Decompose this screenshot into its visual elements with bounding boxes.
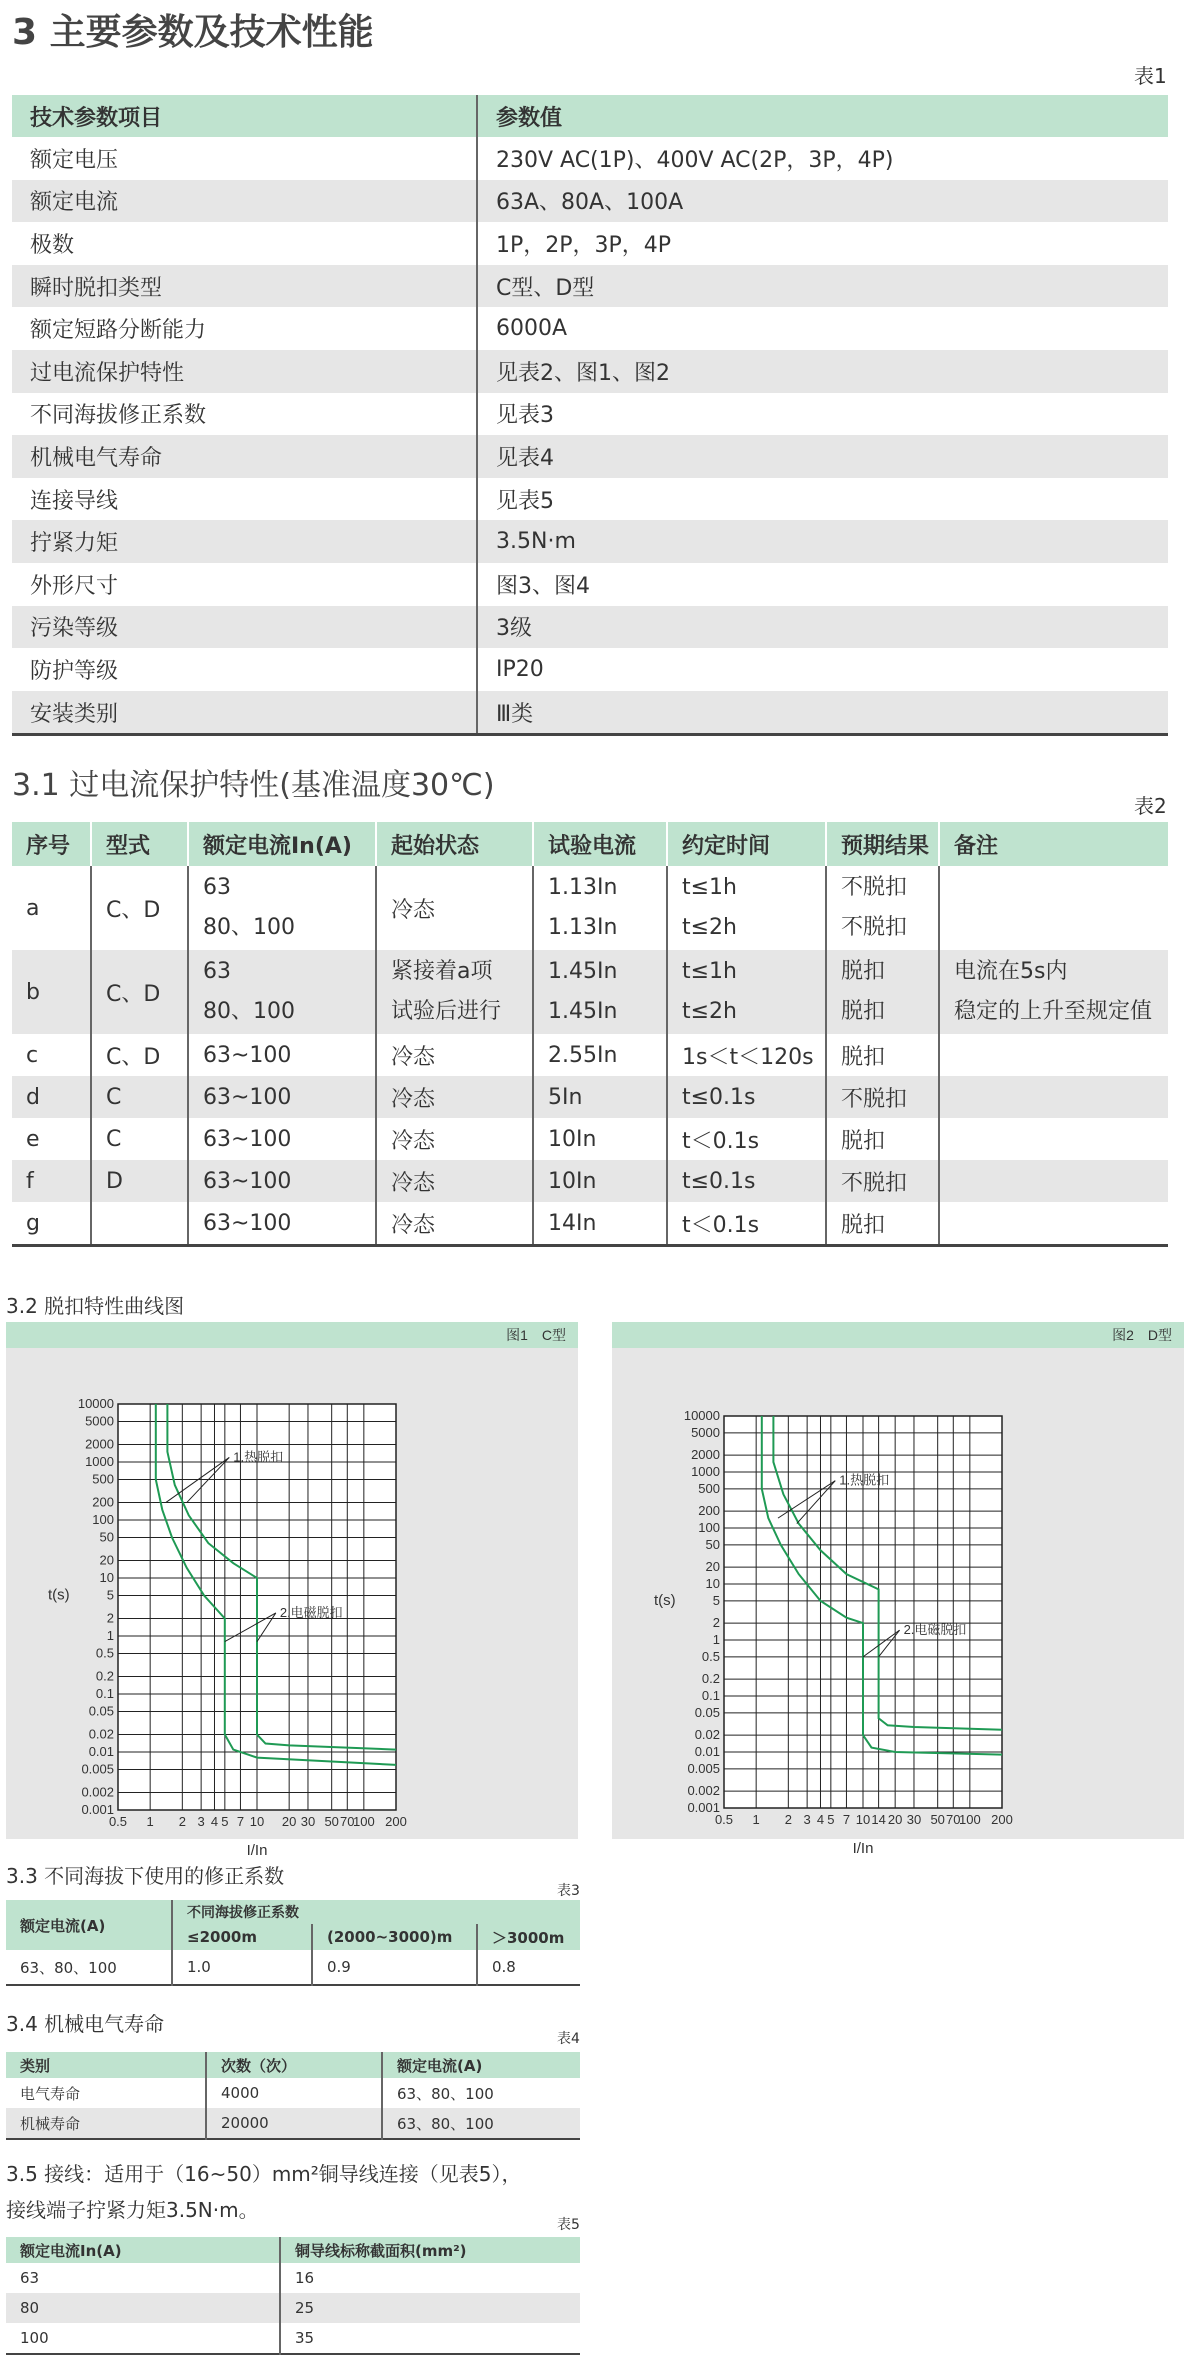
- row-state: 冷态: [376, 1160, 533, 1202]
- spec-item: 防护等级: [12, 648, 477, 691]
- spec-item: 过电流保护特性: [12, 350, 477, 393]
- row-current: 63~100: [188, 1160, 376, 1202]
- row-time-line: t≤1h: [682, 959, 737, 984]
- y-tick-label: 0.05: [694, 1704, 720, 1720]
- spec-item: 外形尺寸: [12, 563, 477, 606]
- spec-row: [12, 137, 1168, 180]
- table4-tag: 表4: [557, 2031, 580, 2047]
- spec-value: C型、D型: [477, 265, 1168, 308]
- y-tick-label: 10000: [683, 1408, 720, 1423]
- row-test-line: 1.13In: [548, 915, 618, 940]
- row-time: t≤0.1s: [667, 1160, 826, 1202]
- row-state: 冷态: [376, 1118, 533, 1160]
- x-tick-label: 10: [855, 1812, 871, 1827]
- y-tick-label: 0.002: [687, 1783, 720, 1799]
- spec-item: 瞬时脱扣类型: [12, 265, 477, 308]
- row-test: [533, 866, 667, 950]
- wire-row-63: 63: [6, 2263, 280, 2293]
- row-test: 10In: [533, 1160, 667, 1202]
- spec-value: 见表4: [477, 435, 1168, 478]
- spec-row: [12, 563, 1168, 606]
- altitude-row-current: 63、80、100: [6, 1950, 172, 1985]
- altitude-col-2: (2000~3000)m: [312, 1924, 477, 1950]
- life-header-current: 额定电流(A): [382, 2052, 580, 2078]
- chart-c-header: [6, 1322, 578, 1348]
- y-tick-label: 20: [99, 1552, 114, 1568]
- overcurrent-row: [12, 1202, 1168, 1246]
- row-type: C: [91, 1118, 188, 1160]
- x-tick-label: 4: [816, 1812, 825, 1827]
- row-current: 63~100: [188, 1034, 376, 1076]
- y-tick-label: 50: [99, 1529, 114, 1545]
- spec-item: 拧紧力矩: [12, 520, 477, 563]
- wire-row-80: 80: [6, 2293, 280, 2323]
- y-tick-label: 0.5: [95, 1645, 114, 1661]
- y-tick-label: 50: [705, 1536, 720, 1552]
- chart-d-type: [612, 1327, 1184, 1857]
- row-id: f: [12, 1160, 91, 1202]
- row-time: [667, 866, 826, 950]
- y-tick-label: 100: [92, 1512, 114, 1527]
- x-tick-label: 200: [385, 1814, 407, 1829]
- row-result: 脱扣: [826, 1202, 939, 1246]
- y-tick-label: 0.001: [81, 1802, 114, 1817]
- x-tick-label: 0.5: [108, 1814, 128, 1829]
- spec-value: 230V AC(1P)、400V AC(2P，3P，4P): [496, 147, 894, 173]
- row-note-line: 稳定的上升至规定值: [954, 999, 1153, 1024]
- altitude-header-current: 额定电流(A): [6, 1900, 172, 1950]
- overcurrent-table: [12, 822, 1168, 1247]
- chart-d-header: [612, 1322, 1184, 1348]
- col-current: 额定电流In(A): [188, 822, 376, 866]
- section-title-3: 3 主要参数及技术性能: [12, 12, 374, 53]
- y-tick-label: 5: [712, 1592, 720, 1608]
- x-axis-label: I/In: [246, 1842, 268, 1859]
- spec-item: 污染等级: [12, 606, 477, 649]
- row-note: [939, 1034, 1168, 1076]
- y-tick-label: 1000: [85, 1454, 114, 1469]
- row-current-line: 63: [203, 875, 231, 900]
- annotation-thermal: 1.热脱扣: [839, 1472, 890, 1488]
- col-result: 预期结果: [826, 822, 939, 866]
- chart-d-panel: [612, 1322, 1184, 1857]
- row-result: 脱扣: [826, 1118, 939, 1160]
- col-note: 备注: [939, 822, 1168, 866]
- y-tick-label: 2: [712, 1615, 720, 1631]
- table1-tag: 表1: [1134, 64, 1167, 88]
- row-note-line: 电流在5s内: [954, 959, 1068, 984]
- annotation-magnetic: 2.电磁脱扣: [903, 1622, 967, 1638]
- row-result: 不脱扣: [826, 1160, 939, 1202]
- row-type: C、D: [91, 950, 188, 1034]
- altitude-row-v2: 0.9: [312, 1950, 477, 1985]
- row-test-line: 1.45In: [548, 999, 618, 1024]
- y-tick-label: 0.01: [694, 1744, 720, 1759]
- row-test: 2.55In: [533, 1034, 667, 1076]
- x-tick-label: 50: [930, 1812, 945, 1827]
- y-tick-label: 20: [705, 1559, 720, 1575]
- chart-c-type: [6, 1327, 578, 1859]
- life-row-mechanical-current: 63、80、100: [382, 2108, 580, 2139]
- row-test-line: 1.45In: [548, 959, 618, 984]
- col-state: 起始状态: [376, 822, 533, 866]
- table5-tag: 表5: [557, 2217, 580, 2233]
- spec-item: 机械电气寿命: [12, 435, 477, 478]
- y-tick-label: 100: [698, 1520, 720, 1535]
- overcurrent-row: [12, 866, 1168, 950]
- wire-header-current: 额定电流In(A): [6, 2237, 280, 2263]
- spec-value: IP20: [496, 656, 544, 682]
- life-row-mechanical: 机械寿命: [6, 2108, 206, 2139]
- spec-value: 见表3: [496, 403, 554, 429]
- y-tick-label: 2: [106, 1610, 114, 1626]
- spec-item: 不同海拔修正系数: [12, 393, 477, 436]
- row-current: 63~100: [188, 1202, 376, 1246]
- col-test: 试验电流: [533, 822, 667, 866]
- x-tick-label: 20: [887, 1812, 903, 1827]
- wire-table: [6, 2237, 580, 2355]
- altitude-header-group: 不同海拔修正系数: [172, 1900, 580, 1924]
- row-type: C、D: [91, 866, 188, 950]
- section-title-3-2: 3.2 脱扣特性曲线图: [6, 1294, 185, 1318]
- spec-value: Ⅲ类: [477, 691, 1168, 735]
- chart-title: 图1 C型: [506, 1327, 566, 1343]
- y-axis-label: t(s): [48, 1586, 70, 1604]
- col-no: 序号: [12, 822, 91, 866]
- x-tick-label: 3: [803, 1812, 811, 1827]
- row-result: [826, 950, 939, 1034]
- annotation-thermal: 1.热脱扣: [233, 1449, 284, 1465]
- y-tick-label: 5000: [691, 1424, 720, 1440]
- row-type: D: [91, 1160, 188, 1202]
- row-type: [91, 1202, 188, 1246]
- life-row-electrical-count: 4000: [206, 2078, 382, 2108]
- row-note: [939, 1160, 1168, 1202]
- x-tick-label: 2: [784, 1812, 792, 1827]
- wire-row-100-section: 35: [295, 2329, 315, 2347]
- spec-row: [12, 691, 1168, 735]
- overcurrent-row: [12, 950, 1168, 1034]
- y-tick-label: 5: [106, 1587, 114, 1603]
- life-header-count: 次数（次）: [206, 2052, 382, 2078]
- spec-value: 见表5: [496, 488, 554, 514]
- row-note: [939, 1118, 1168, 1160]
- x-tick-label: 100: [958, 1812, 981, 1827]
- y-tick-label: 0.02: [88, 1726, 114, 1742]
- section-title-3-4: 3.4 机械电气寿命: [6, 2012, 165, 2036]
- x-tick-label: 2: [178, 1814, 186, 1829]
- wire-row-80-section: 25: [280, 2293, 580, 2323]
- y-tick-label: 0.02: [694, 1727, 720, 1743]
- x-tick-label: 5: [221, 1814, 229, 1829]
- y-tick-label: 0.002: [81, 1784, 114, 1800]
- y-tick-label: 0.01: [88, 1744, 114, 1759]
- row-time: t＜0.1s: [667, 1202, 826, 1246]
- y-tick-label: 2000: [85, 1436, 114, 1452]
- x-tick-label: 30: [300, 1814, 316, 1829]
- row-time: [667, 950, 826, 1034]
- altitude-col-3: ＞3000m: [477, 1924, 580, 1950]
- row-test: 14In: [533, 1202, 667, 1246]
- row-type: C: [91, 1076, 188, 1118]
- row-current: 63~100: [188, 1118, 376, 1160]
- altitude-row-v1: 1.0: [172, 1950, 312, 1985]
- row-note: [939, 950, 1168, 1034]
- row-id: c: [12, 1034, 91, 1076]
- row-current-line: 63: [203, 959, 231, 984]
- x-tick-label: 3: [197, 1814, 205, 1829]
- chart-title: 图2 D型: [1112, 1327, 1172, 1343]
- spec-value: 图3、图4: [496, 573, 590, 599]
- section-3-5-line1: 3.5 接线：适用于（16~50）mm²铜导线连接（见表5），: [6, 2162, 522, 2186]
- y-tick-label: 200: [92, 1494, 114, 1510]
- x-tick-label: 200: [991, 1812, 1013, 1827]
- y-tick-label: 0.5: [701, 1648, 720, 1664]
- altitude-row-v3: 0.8: [492, 1958, 516, 1976]
- row-result-line: 不脱扣: [841, 915, 908, 940]
- row-id: a: [12, 866, 91, 950]
- spec-value: 3级: [477, 606, 1168, 649]
- spec-row: [12, 648, 1168, 691]
- spec-item: 极数: [12, 222, 477, 265]
- overcurrent-row: [12, 1076, 1168, 1118]
- row-state: [376, 950, 533, 1034]
- col-time: 约定时间: [667, 822, 826, 866]
- row-id: g: [12, 1202, 91, 1246]
- row-current-line: 80、100: [203, 915, 295, 940]
- section-3-5-line2: 接线端子拧紧力矩3.5N·m。: [6, 2198, 259, 2222]
- spec-row: [12, 393, 1168, 436]
- row-type: C、D: [91, 1034, 188, 1076]
- spec-item: 额定电流: [12, 180, 477, 223]
- life-row-mechanical-count: 20000: [206, 2108, 382, 2139]
- x-tick-label: 5: [827, 1812, 835, 1827]
- life-row-electrical: 电气寿命: [6, 2078, 206, 2108]
- spec-row: [12, 350, 1168, 393]
- row-state-line: 试验后进行: [391, 999, 502, 1024]
- y-tick-label: 2000: [691, 1447, 720, 1463]
- section-title-3-1: 3.1 过电流保护特性(基准温度30℃): [12, 768, 495, 803]
- life-row-electrical-current: 63、80、100: [397, 2084, 494, 2103]
- spec-value: 6000A: [496, 316, 568, 342]
- row-result-line: 脱扣: [841, 999, 886, 1024]
- y-tick-label: 0.005: [687, 1760, 720, 1776]
- spec-row: [12, 222, 1168, 265]
- wire-row-63-section: 16: [295, 2269, 315, 2287]
- y-tick-label: 0.05: [88, 1703, 114, 1719]
- x-tick-label: 1: [752, 1812, 760, 1827]
- spec-row: [12, 265, 1168, 308]
- table3-tag: 表3: [557, 1883, 580, 1899]
- row-state: 冷态: [376, 866, 533, 950]
- x-tick-label: 20: [281, 1814, 297, 1829]
- altitude-table: [6, 1900, 580, 1986]
- chart-c-panel: [6, 1322, 578, 1859]
- spec-item: 额定短路分断能力: [12, 307, 477, 350]
- spec-value: 见表2、图1、图2: [477, 350, 1168, 393]
- row-current: [188, 866, 376, 950]
- row-test-line: 1.13In: [548, 875, 618, 900]
- y-tick-label: 1: [712, 1632, 720, 1647]
- y-tick-label: 200: [698, 1503, 720, 1519]
- spec-table: [12, 95, 1168, 736]
- y-tick-label: 0.2: [95, 1668, 114, 1684]
- y-tick-label: 1000: [691, 1464, 720, 1479]
- table2-tag: 表2: [1134, 794, 1167, 818]
- x-tick-label: 4: [210, 1814, 219, 1829]
- row-time-line: t≤2h: [682, 915, 737, 940]
- x-axis-label: I/In: [852, 1840, 874, 1857]
- row-time-line: t≤2h: [682, 999, 737, 1024]
- row-result: [826, 866, 939, 950]
- row-note: [939, 866, 1168, 950]
- spec-item: 额定电压: [12, 137, 477, 180]
- y-tick-label: 0.005: [81, 1761, 114, 1777]
- altitude-col-1: ≤2000m: [172, 1924, 312, 1950]
- y-tick-label: 10000: [77, 1396, 114, 1411]
- overcurrent-row: [12, 1160, 1168, 1202]
- y-tick-label: 0.001: [687, 1800, 720, 1815]
- y-tick-label: 500: [698, 1480, 720, 1496]
- y-axis-label: t(s): [654, 1591, 676, 1609]
- y-tick-label: 10: [705, 1576, 720, 1591]
- col-type: 型式: [91, 822, 188, 866]
- y-tick-label: 1: [106, 1628, 114, 1643]
- x-tick-label: 70: [946, 1812, 961, 1827]
- y-tick-label: 5000: [85, 1413, 114, 1429]
- spec-row: [12, 606, 1168, 649]
- x-tick-label: 7: [236, 1814, 245, 1829]
- row-result: 不脱扣: [826, 1076, 939, 1118]
- x-tick-label: 7: [842, 1812, 851, 1827]
- spec-row: [12, 520, 1168, 563]
- spec-header-value: 参数值: [477, 95, 1168, 137]
- row-note: [939, 1202, 1168, 1246]
- wire-row-100: 100: [6, 2323, 280, 2354]
- row-state: 冷态: [376, 1202, 533, 1246]
- y-tick-label: 0.2: [701, 1671, 720, 1687]
- spec-item: 连接导线: [12, 478, 477, 521]
- spec-row: [12, 307, 1168, 350]
- row-time-line: t≤1h: [682, 875, 737, 900]
- row-test: [533, 950, 667, 1034]
- x-tick-label: 10: [249, 1814, 265, 1829]
- annotation-magnetic: 2.电磁脱扣: [279, 1604, 343, 1620]
- y-tick-label: 0.1: [95, 1686, 114, 1701]
- spec-value: 63A、80A、100A: [477, 180, 1168, 223]
- row-state: 冷态: [376, 1076, 533, 1118]
- y-tick-label: 10: [99, 1570, 114, 1585]
- overcurrent-row: [12, 1118, 1168, 1160]
- row-test: 10In: [533, 1118, 667, 1160]
- x-tick-label: 100: [352, 1814, 375, 1829]
- spec-row: [12, 180, 1168, 223]
- spec-value: 3.5N·m: [477, 520, 1168, 563]
- x-tick-label: 0.5: [714, 1812, 734, 1827]
- life-table: [6, 2052, 580, 2140]
- row-time: t≤0.1s: [667, 1076, 826, 1118]
- row-test: 5In: [533, 1076, 667, 1118]
- section-title-3-3: 3.3 不同海拔下使用的修正系数: [6, 1864, 285, 1888]
- row-current: [188, 950, 376, 1034]
- row-current: 63~100: [188, 1076, 376, 1118]
- row-time: 1s＜t＜120s: [667, 1034, 826, 1076]
- x-tick-label: 14: [871, 1812, 886, 1827]
- row-id: b: [12, 950, 91, 1034]
- row-id: d: [12, 1076, 91, 1118]
- row-time: t＜0.1s: [667, 1118, 826, 1160]
- row-result-line: 不脱扣: [841, 875, 908, 900]
- spec-row: [12, 435, 1168, 478]
- row-state: 冷态: [376, 1034, 533, 1076]
- life-header-category: 类别: [6, 2052, 206, 2078]
- y-tick-label: 0.1: [701, 1688, 720, 1703]
- overcurrent-row: [12, 1034, 1168, 1076]
- x-tick-label: 70: [340, 1814, 355, 1829]
- row-note: [939, 1076, 1168, 1118]
- row-result: 脱扣: [826, 1034, 939, 1076]
- y-tick-label: 500: [92, 1471, 114, 1487]
- x-tick-label: 50: [324, 1814, 339, 1829]
- spec-row: [12, 478, 1168, 521]
- x-tick-label: 30: [906, 1812, 922, 1827]
- spec-item: 安装类别: [12, 691, 477, 735]
- spec-value: 1P，2P，3P，4P: [496, 232, 672, 258]
- row-state-line: 紧接着a项: [391, 959, 493, 984]
- wire-header-section: 铜导线标称截面积(mm²): [280, 2237, 580, 2263]
- row-id: e: [12, 1118, 91, 1160]
- row-current-line: 80、100: [203, 999, 295, 1024]
- x-tick-label: 1: [146, 1814, 154, 1829]
- spec-header-item: 技术参数项目: [12, 95, 477, 137]
- row-result-line: 脱扣: [841, 959, 886, 984]
